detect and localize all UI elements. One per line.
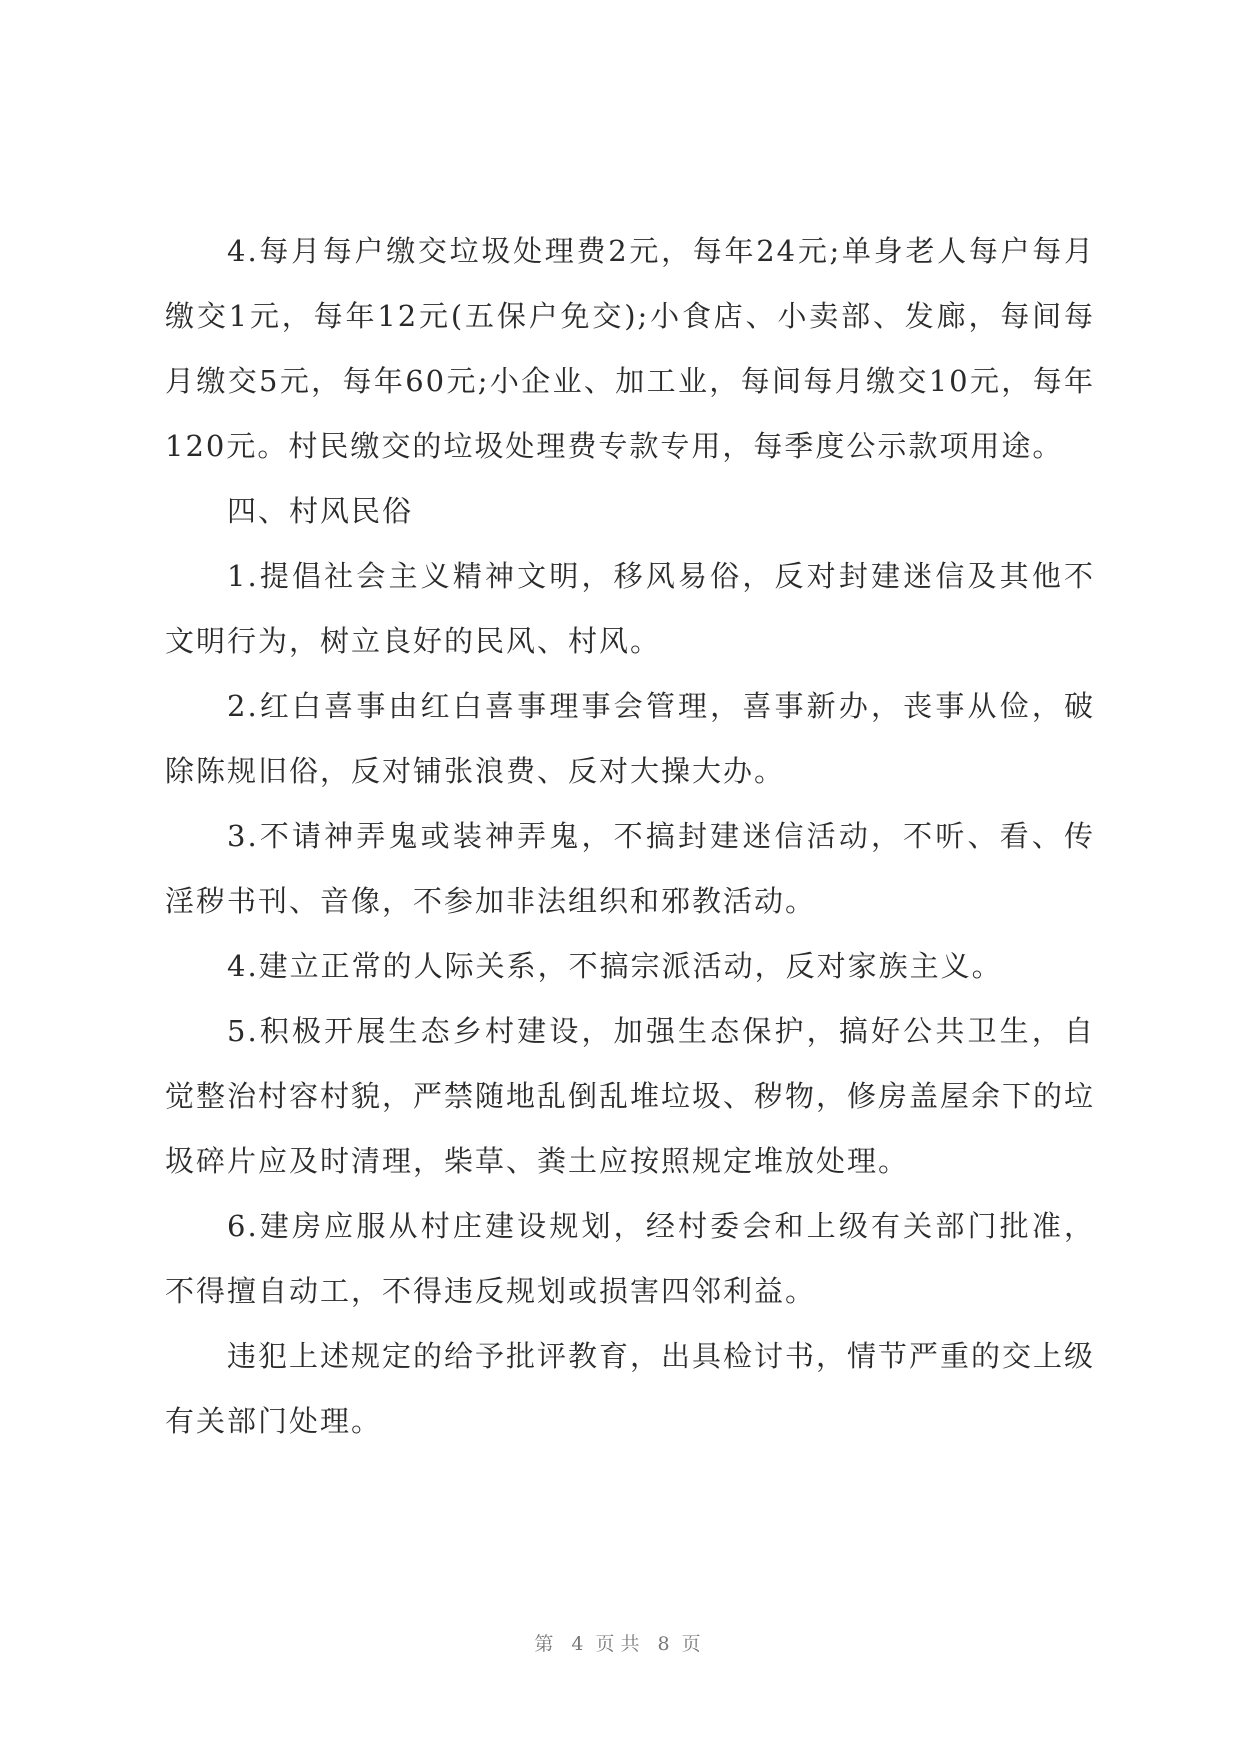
paragraph-customs-item-6: 6.建房应服从村庄建设规划，经村委会和上级有关部门批准，不得擅自动工，不得违反规划或损害四邻利益。 <box>165 1209 1095 1308</box>
footer-prefix: 第 <box>534 1633 560 1655</box>
paragraph-customs-item-3: 3.不请神弄鬼或装神弄鬼，不搞封建迷信活动，不听、看、传淫秽书刊、音像，不参加非法组织和邪教活动。 <box>165 819 1095 918</box>
footer-suffix: 页 <box>681 1633 707 1655</box>
paragraph-customs-item-5: 5.积极开展生态乡村建设，加强生态保护，搞好公共卫生，自觉整治村容村貌，严禁随地乱倒乱堆垃圾、秽物，修房盖屋余下的垃圾碎片应及时清理，柴草、粪土应按照规定堆放处理。 <box>165 1014 1096 1178</box>
footer-page-current: 4 <box>571 1633 584 1655</box>
page-footer <box>0 1629 1241 1656</box>
paragraph-fee-item-4: 4.每月每户缴交垃圾处理费2元，每年24元;单身老人每户每月缴交1元，每年12元(五保户免交);小食店、小卖部、发廊，每间每月缴交5元，每年60元;小企业、加工业，每间每月缴交10元，每年120元。村民缴交的垃圾处理费专款专用，每季度公示款项用途。 <box>165 234 1095 463</box>
paragraph-customs-item-4: 4.建立正常的人际关系，不搞宗派活动，反对家族主义。 <box>227 949 1003 983</box>
document-body <box>165 219 1095 1454</box>
footer-middle: 页共 <box>595 1633 646 1655</box>
paragraph-customs-item-1: 1.提倡社会主义精神文明，移风易俗，反对封建迷信及其他不文明行为，树立良好的民风、村风。 <box>165 559 1095 658</box>
footer-page-total: 8 <box>657 1633 670 1655</box>
section-heading-village-customs: 四、村风民俗 <box>227 494 414 528</box>
paragraph-customs-item-2: 2.红白喜事由红白喜事理事会管理，喜事新办，丧事从俭，破除陈规旧俗，反对铺张浪费、反对大操大办。 <box>165 689 1095 788</box>
paragraph-penalty-note: 违犯上述规定的给予批评教育，出具检讨书，情节严重的交上级有关部门处理。 <box>165 1339 1096 1438</box>
